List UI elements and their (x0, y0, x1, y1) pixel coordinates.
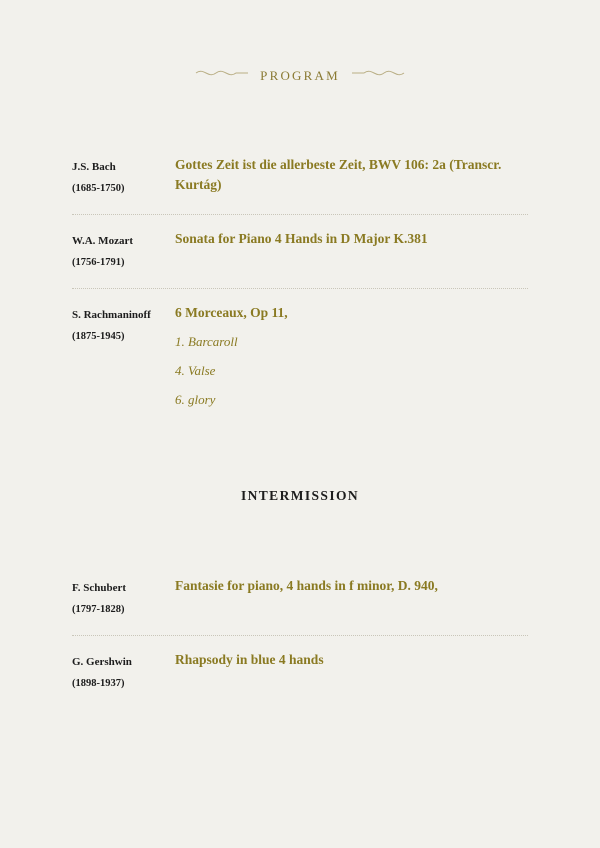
composer-block (72, 229, 172, 274)
composer-name: S. Rachmaninoff (72, 309, 151, 321)
program-page (0, 66, 600, 848)
program-entry (72, 214, 528, 288)
composer-dates: (1875-1945) (72, 331, 125, 342)
program-list-part-one (0, 141, 600, 424)
movement-item: 6. glory (175, 392, 216, 407)
composer-block (72, 576, 172, 621)
work-title: 6 Morceaux, Op 11, (175, 305, 288, 320)
works-block (172, 155, 528, 195)
work-title: Sonata for Piano 4 Hands in D Major K.381 (175, 231, 428, 246)
composer-block (72, 155, 172, 200)
works-block (172, 229, 528, 249)
program-list-part-two (0, 562, 600, 709)
program-entry (72, 141, 528, 214)
works-block (172, 576, 528, 596)
composer-dates: (1756-1791) (72, 257, 125, 268)
composer-dates: (1898-1937) (72, 678, 125, 689)
movement-item: 1. Barcaroll (175, 334, 238, 349)
composer-block (72, 650, 172, 695)
composer-dates: (1685-1750) (72, 183, 125, 194)
movement-item: 4. Valse (175, 363, 216, 378)
program-entry (72, 562, 528, 635)
intermission-heading: INTERMISSION (240, 488, 360, 503)
composer-name: F. Schubert (72, 582, 126, 594)
flourish-left-icon (194, 66, 250, 85)
work-title: Gottes Zeit ist die allerbeste Zeit, BWV 106: 2a (Transcr. Kurtág) (175, 157, 502, 192)
composer-name: W.A. Mozart (72, 235, 133, 247)
flourish-right-icon (350, 66, 406, 85)
composer-name: J.S. Bach (72, 161, 116, 173)
page-title: PROGRAM (260, 67, 340, 83)
works-block (172, 650, 528, 670)
composer-dates: (1797-1828) (72, 604, 125, 615)
composer-block (72, 303, 172, 348)
program-entry (72, 288, 528, 424)
works-block (172, 303, 528, 410)
work-title: Fantasie for piano, 4 hands in f minor, D. 940, (175, 578, 438, 593)
composer-name: G. Gershwin (72, 656, 132, 668)
work-title: Rhapsody in blue 4 hands (175, 652, 324, 667)
program-entry (72, 635, 528, 709)
program-header (0, 66, 600, 85)
